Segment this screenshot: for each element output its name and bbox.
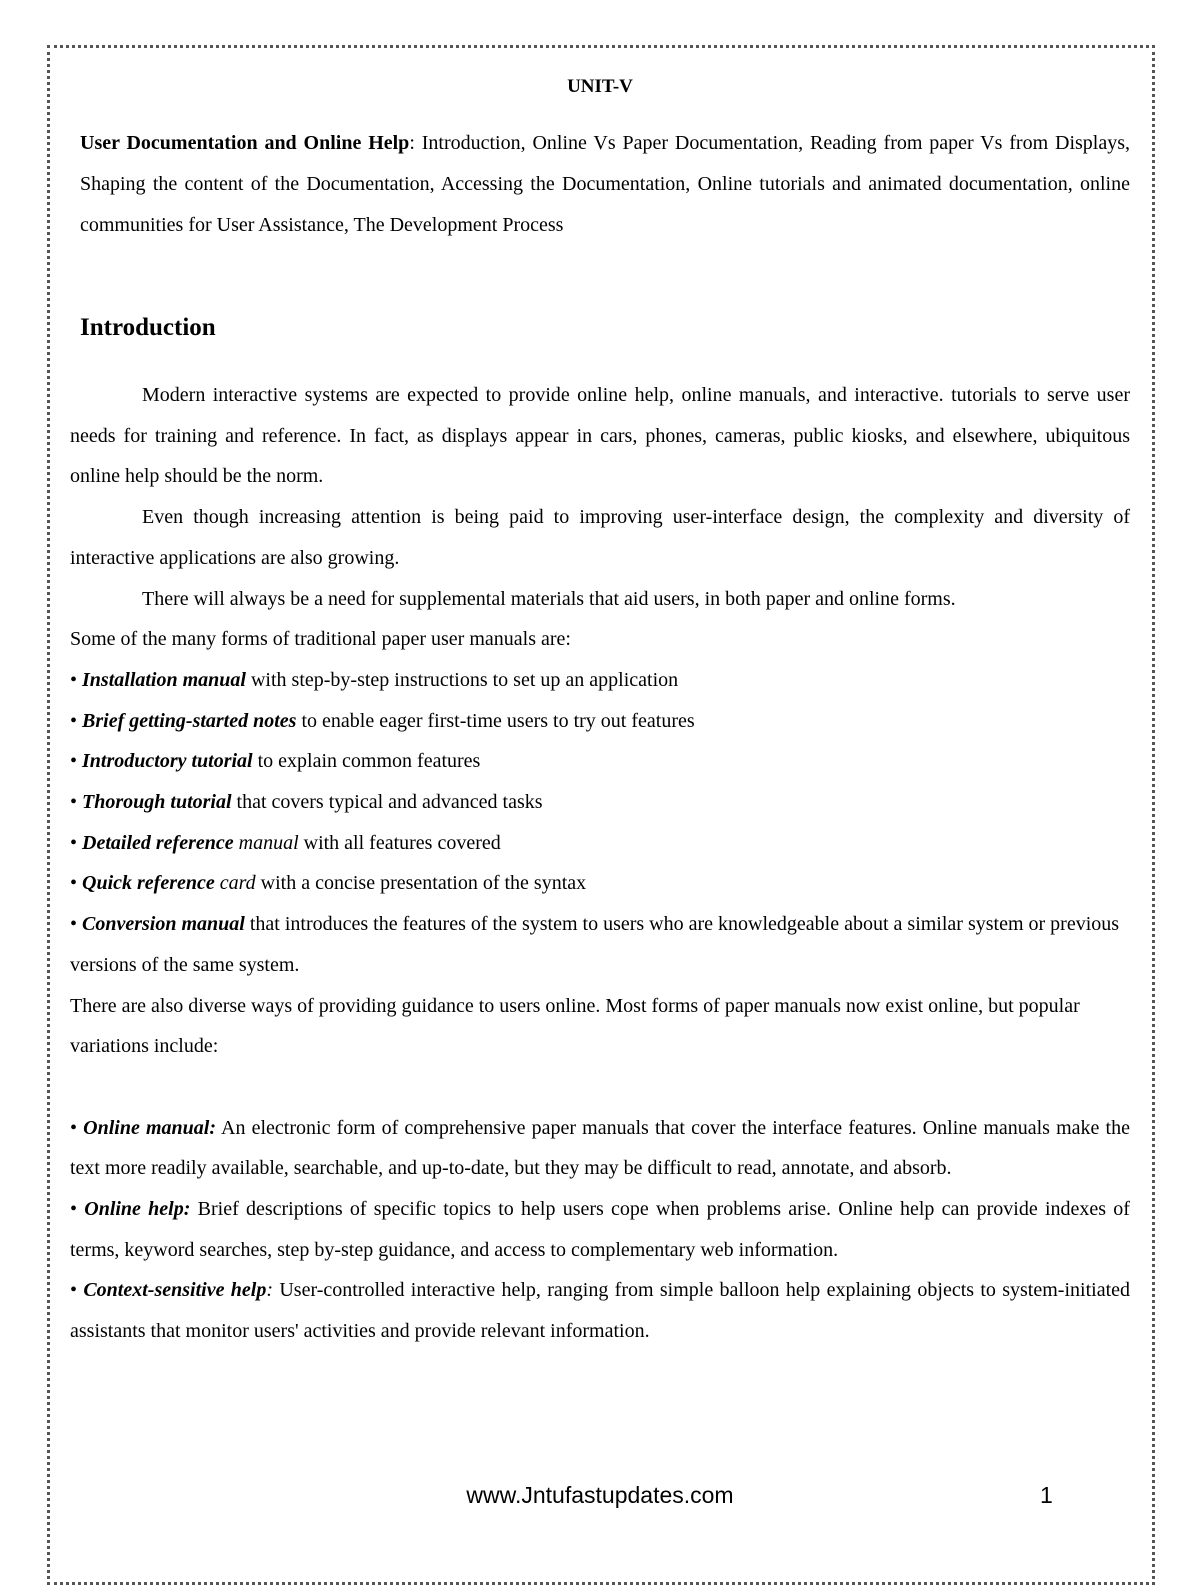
bullet: • [70,1198,85,1221]
list-item-text: with step-by-step instructions to set up an application [245,668,679,691]
paragraph: There will always be a need for supplemental materials that aid users, in both paper and online forms. [142,587,956,610]
list-item [70,1108,1130,1189]
spacer [70,1067,1130,1108]
list-item [70,863,1130,904]
bullet: • [70,709,83,732]
list-item-text: that covers typical and advanced tasks [231,791,543,814]
bullet: • [70,1116,84,1139]
bullet: • [70,1279,84,1302]
list-item-term: Context-sensitive help [83,1279,267,1302]
list-item-text: An electronic form of comprehensive paper manuals that cover the interface features. Online manuals make the text more readily available, searchable, and up-to-date, but they may be difficult to read, annotate, and absorb. [70,1116,1130,1180]
list-item-text: that introduces the features of the system to users who are knowledgeable about a similar system or previous versions of the same system. [70,913,1120,976]
list-item-text: with all features covered [298,831,501,854]
paragraph: Modern interactive systems are expected to provide online help, online manuals, and interactive. tutorials to serve user needs for training and reference. In fact, as displays appear in cars, phones, cameras, public kiosks, and elsewhere, ubiquitous online help should be the norm. [70,384,1130,488]
list-item-text: Brief descriptions of specific topics to help users cope when problems arise. Online help can provide indexes of terms, keyword searches, step by-step guidance, and access to complementary web information. [70,1198,1130,1261]
page-number: 1 [1040,1482,1053,1508]
list-item-term: Conversion manual [82,913,245,936]
syllabus-topics: Introduction, Online Vs Paper Documentation, Reading from paper Vs from Displays, Shaping the content of the Documentation, Accessing the Documentation, Online tutorials and animated documentation, online communities for User Assistance, The Development Process [80,132,1131,236]
bullet: • [70,668,83,691]
list-item-term-plain: card [214,872,256,895]
bullet: • [70,913,83,936]
unit-title: UNIT-V [567,76,633,97]
list-item-term: Installation manual [82,668,246,691]
syllabus-separator: : [409,132,422,154]
list-item-term: Detailed reference [82,831,234,854]
bullet: • [70,831,83,854]
list-item-term-plain: manual [233,831,299,854]
list-item [70,1270,1130,1351]
list-item [70,1189,1130,1270]
section-heading-introduction: Introduction [80,314,216,341]
bullet: • [70,872,83,895]
list-item [70,741,1130,782]
list-intro: Some of the many forms of traditional paper user manuals are: [70,628,571,651]
list-item-term: Thorough tutorial [82,791,232,814]
list-item [70,660,1130,701]
list-item [70,904,1130,985]
bullet: • [70,750,83,773]
syllabus-paragraph [80,123,1130,246]
list-item-text: with a concise presentation of the syntax [255,872,587,895]
list-item-term: Brief getting-started notes [82,709,297,732]
list-item [70,701,1130,742]
list-item [70,782,1130,823]
list-item-term: Quick reference [82,872,215,895]
syllabus-heading: User Documentation and Online Help [80,132,410,154]
body-text [70,375,1130,1352]
footer-url: www.Jntufastupdates.com [466,1482,734,1508]
list-item-text: to explain common features [252,750,481,773]
list-item-term: Online manual: [83,1116,216,1139]
paragraph: Even though increasing attention is being paid to improving user-interface design, the complexity and diversity of interactive applications are also growing. [70,506,1130,569]
list-item-term-plain: : [266,1279,274,1302]
bullet: • [70,791,83,814]
list-item-text: to enable eager first-time users to try out features [296,709,695,732]
list-item-text: User-controlled interactive help, ranging from simple balloon help explaining objects to system-initiated assistants that monitor users' activities and provide relevant information. [70,1279,1130,1343]
list-item-term: Introductory tutorial [82,750,253,773]
list-item [70,823,1130,864]
online-intro: There are also diverse ways of providing guidance to users online. Most forms of paper manuals now exist online, but popular variations include: [70,994,1080,1058]
list-item-term: Online help: [84,1198,191,1221]
